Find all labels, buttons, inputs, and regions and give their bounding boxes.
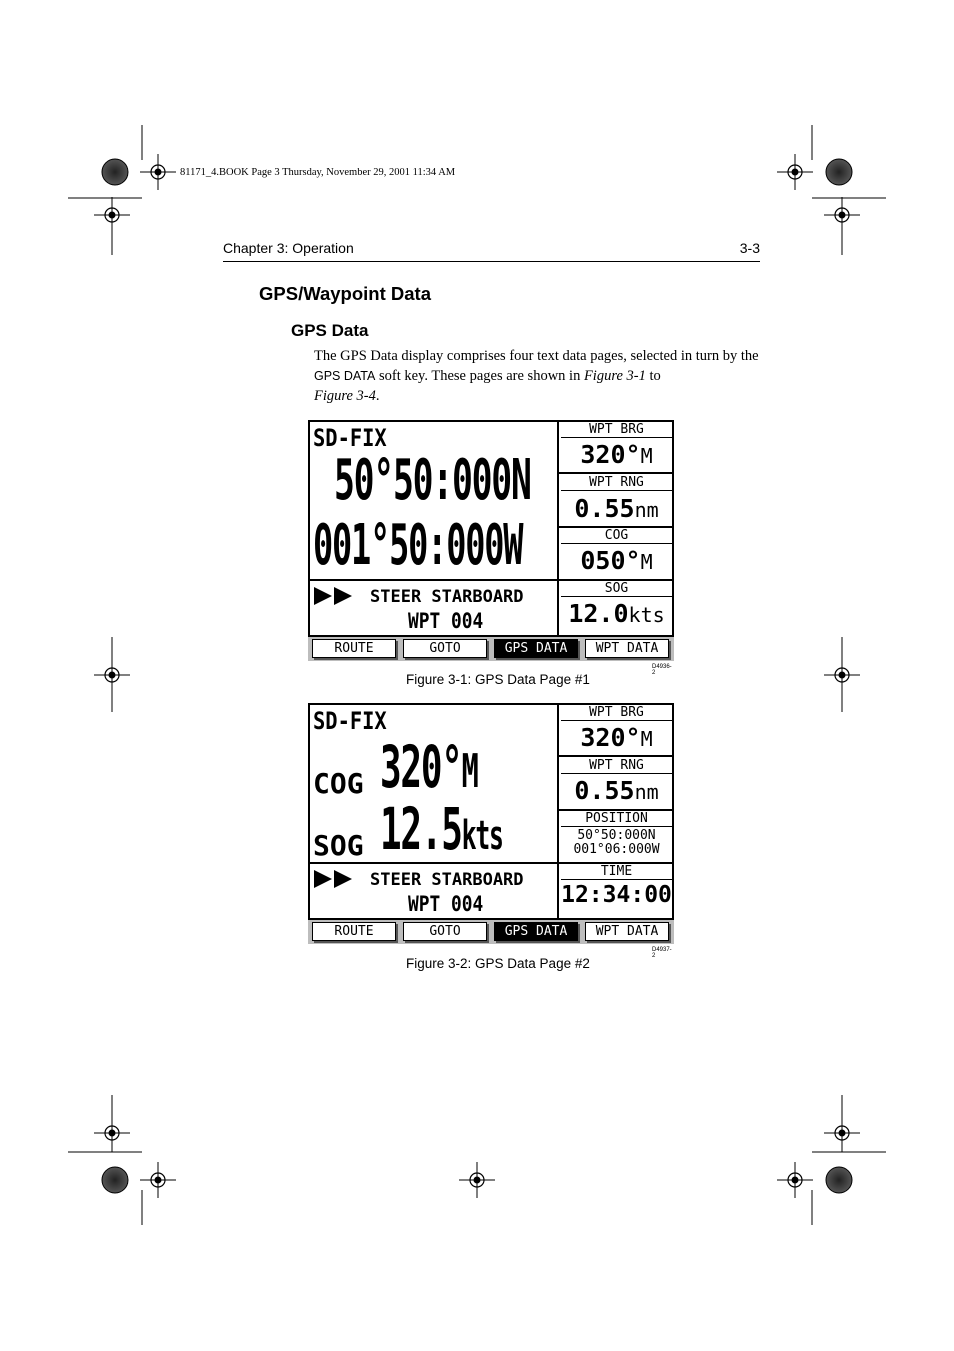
- cell-label: WPT BRG: [561, 705, 672, 721]
- cell-value: 320°M: [580, 723, 653, 752]
- softkey-wpt-data[interactable]: WPT DATA: [585, 639, 669, 658]
- cell-value: 0.55nm: [574, 494, 659, 523]
- cell-label: POSITION: [561, 811, 672, 827]
- print-slug: 81171_4.BOOK Page 3 Thursday, November 29, 2001 11:34 AM: [180, 167, 456, 178]
- position-lat: 50°50:000N: [577, 828, 656, 843]
- fix-status: SD-FIX: [313, 424, 387, 452]
- cell-label: WPT RNG: [561, 475, 672, 491]
- position-lon: 001°06:000W: [573, 842, 660, 857]
- cell-value: 0.55nm: [574, 776, 659, 805]
- steer-direction: STEER STARBOARD: [370, 587, 524, 607]
- data-cells: [557, 705, 674, 918]
- steer-direction: STEER STARBOARD: [370, 870, 524, 890]
- section-title: GPS/Waypoint Data: [259, 283, 432, 304]
- cell-label: SOG: [561, 581, 672, 597]
- softkey-route[interactable]: ROUTE: [312, 639, 396, 658]
- longitude-readout: 001°50:000W: [313, 513, 523, 578]
- sog-label: SOG: [313, 829, 364, 862]
- subsection-title: GPS Data: [291, 321, 369, 340]
- cell-value: 12.0kts: [568, 599, 665, 628]
- softkey-goto[interactable]: GOTO: [403, 639, 487, 658]
- fix-status: SD-FIX: [313, 707, 387, 735]
- softkey-bar: [308, 637, 674, 661]
- body-paragraph: The GPS Data display comprises four text data pages, selected in turn by the GPS DATA soft key. These pages are shown in Figure 3-1 to Figure 3-4.: [314, 348, 759, 404]
- lcd-display: [308, 703, 674, 920]
- waypoint-label: WPT 004: [408, 892, 484, 916]
- softkey-goto[interactable]: GOTO: [403, 922, 487, 941]
- cell-value: 320°M: [580, 440, 653, 469]
- lcd-display: [308, 420, 674, 637]
- softkey-wpt-data[interactable]: WPT DATA: [585, 922, 669, 941]
- cell-value: 050°M: [580, 546, 653, 575]
- cell-label: WPT BRG: [561, 422, 672, 438]
- data-cells: [557, 422, 674, 635]
- page-number: 3-3: [739, 240, 760, 256]
- figure-caption: Figure 3-2: GPS Data Page #2: [406, 956, 590, 971]
- figure-code: D4937-2: [652, 947, 672, 959]
- softkey-gps-data[interactable]: GPS DATA: [494, 922, 578, 941]
- cell-label: TIME: [561, 864, 672, 880]
- steer-arrows-icon: [314, 870, 354, 888]
- cell-label: WPT RNG: [561, 758, 672, 774]
- latitude-readout: 50°50:000N: [334, 448, 531, 513]
- waypoint-label: WPT 004: [408, 609, 484, 633]
- figure-caption: Figure 3-1: GPS Data Page #1: [406, 672, 590, 687]
- cog-label: COG: [313, 767, 364, 800]
- chapter-header: Chapter 3: Operation: [223, 240, 354, 256]
- softkey-route[interactable]: ROUTE: [312, 922, 396, 941]
- softkey-bar: [308, 920, 674, 944]
- figure-ref: Figure 3-4: [314, 388, 376, 404]
- softkey-name: GPS DATA: [314, 369, 376, 383]
- cog-readout: 320°M: [380, 733, 478, 801]
- time-value: 12:34:00: [561, 882, 672, 908]
- header-rule: [223, 261, 760, 262]
- softkey-gps-data[interactable]: GPS DATA: [494, 639, 578, 658]
- cell-label: COG: [561, 528, 672, 544]
- figure-ref: Figure 3-1: [583, 368, 646, 384]
- sog-readout: 12.5kts: [380, 795, 503, 862]
- steer-arrows-icon: [314, 587, 354, 605]
- figure-code: D4936-2: [652, 664, 672, 676]
